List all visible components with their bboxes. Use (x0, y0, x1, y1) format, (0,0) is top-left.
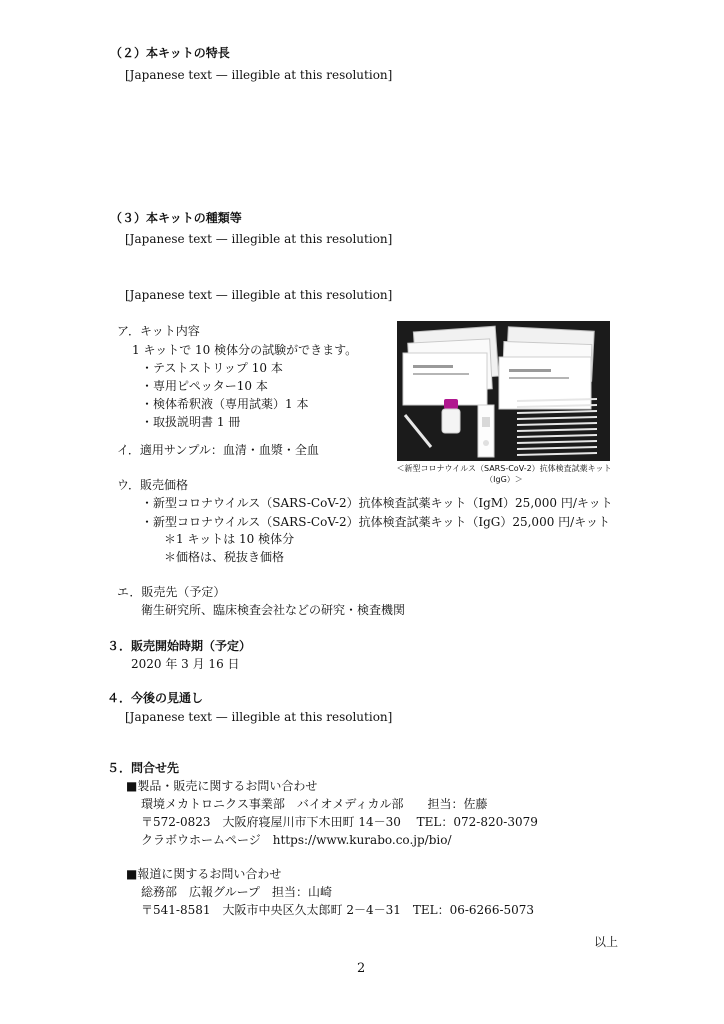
kit-contents-line: ・取扱説明書 1 冊 (141, 415, 241, 429)
section-3-paragraph-2: [Japanese text — illegible at this resolution] (125, 288, 393, 302)
section-2-title: （２）本キットの特長 (110, 46, 230, 60)
product-contact-line: 〒572-0823 大阪府寝屋川市下木田町 14－30 TEL：072-820-3079 (141, 815, 538, 829)
kit-contents-line: ・検体希釈液（専用試薬）1 本 (141, 397, 309, 411)
kit-contents-line: 1 キットで 10 検体分の試験ができます。 (132, 343, 358, 357)
applicable-sample-line: イ．適用サンプル：血清・血漿・全血 (117, 443, 319, 457)
page-number: 2 (357, 961, 366, 976)
sales-destination-title: エ．販売先（予定） (117, 585, 226, 599)
section-3-paragraph-1: [Japanese text — illegible at this resolution] (125, 232, 393, 246)
product-contact-title: ■製品・販売に関するお問い合わせ (126, 779, 318, 793)
price-note: ＊価格は、税抜き価格 (164, 550, 285, 564)
sales-destination-line: 衛生研究所、臨床検査会社などの研究・検査機関 (141, 603, 406, 617)
closing-mark: 以上 (594, 935, 619, 949)
product-photo (397, 321, 610, 461)
kit-contents-line: ・専用ピペッター10 本 (141, 379, 268, 393)
kit-contents-title: ア．キット内容 (117, 324, 200, 338)
press-contact-line: 総務部 広報グループ 担当：山崎 (141, 885, 333, 899)
product-contact-line: クラボウホームページ https://www.kurabo.co.jp/bio/ (141, 833, 452, 847)
price-line: ・新型コロナウイルス（SARS-CoV-2）抗体検査試薬キット（IgM）25,000 円/キット (141, 496, 613, 510)
press-contact-line: 〒541-8581 大阪市中央区久太郎町 2－4－31 TEL：06-6266-5073 (141, 903, 535, 917)
price-note: ＊1 キットは 10 検体分 (164, 532, 295, 546)
section-outlook-title: ４．今後の見通し (107, 691, 204, 705)
section-3-title: （３）本キットの種類等 (110, 211, 242, 225)
section-contact-title: ５．問合せ先 (107, 761, 180, 775)
section-launch-title: ３．販売開始時期（予定） (107, 639, 252, 653)
price-line: ・新型コロナウイルス（SARS-CoV-2）抗体検査試薬キット（IgG）25,000 円/キット (141, 515, 610, 529)
kit-contents-line: ・テストストリップ 10 本 (141, 361, 283, 375)
outlook-paragraph: [Japanese text — illegible at this resolution] (125, 710, 393, 724)
price-title: ウ．販売価格 (117, 478, 189, 492)
section-2-paragraph: [Japanese text — illegible at this resolution] (125, 68, 393, 82)
product-contact-line: 環境メカトロニクス事業部 バイオメディカル部 担当：佐藤 (141, 797, 488, 811)
kit-photo-illustration (397, 321, 610, 461)
photo-caption: ＜新型コロナウイルス（SARS-CoV-2）抗体検査試薬キット（IgG）＞ (396, 464, 612, 484)
press-contact-title: ■報道に関するお問い合わせ (126, 867, 282, 881)
launch-date: 2020 年 3 月 16 日 (131, 657, 240, 671)
